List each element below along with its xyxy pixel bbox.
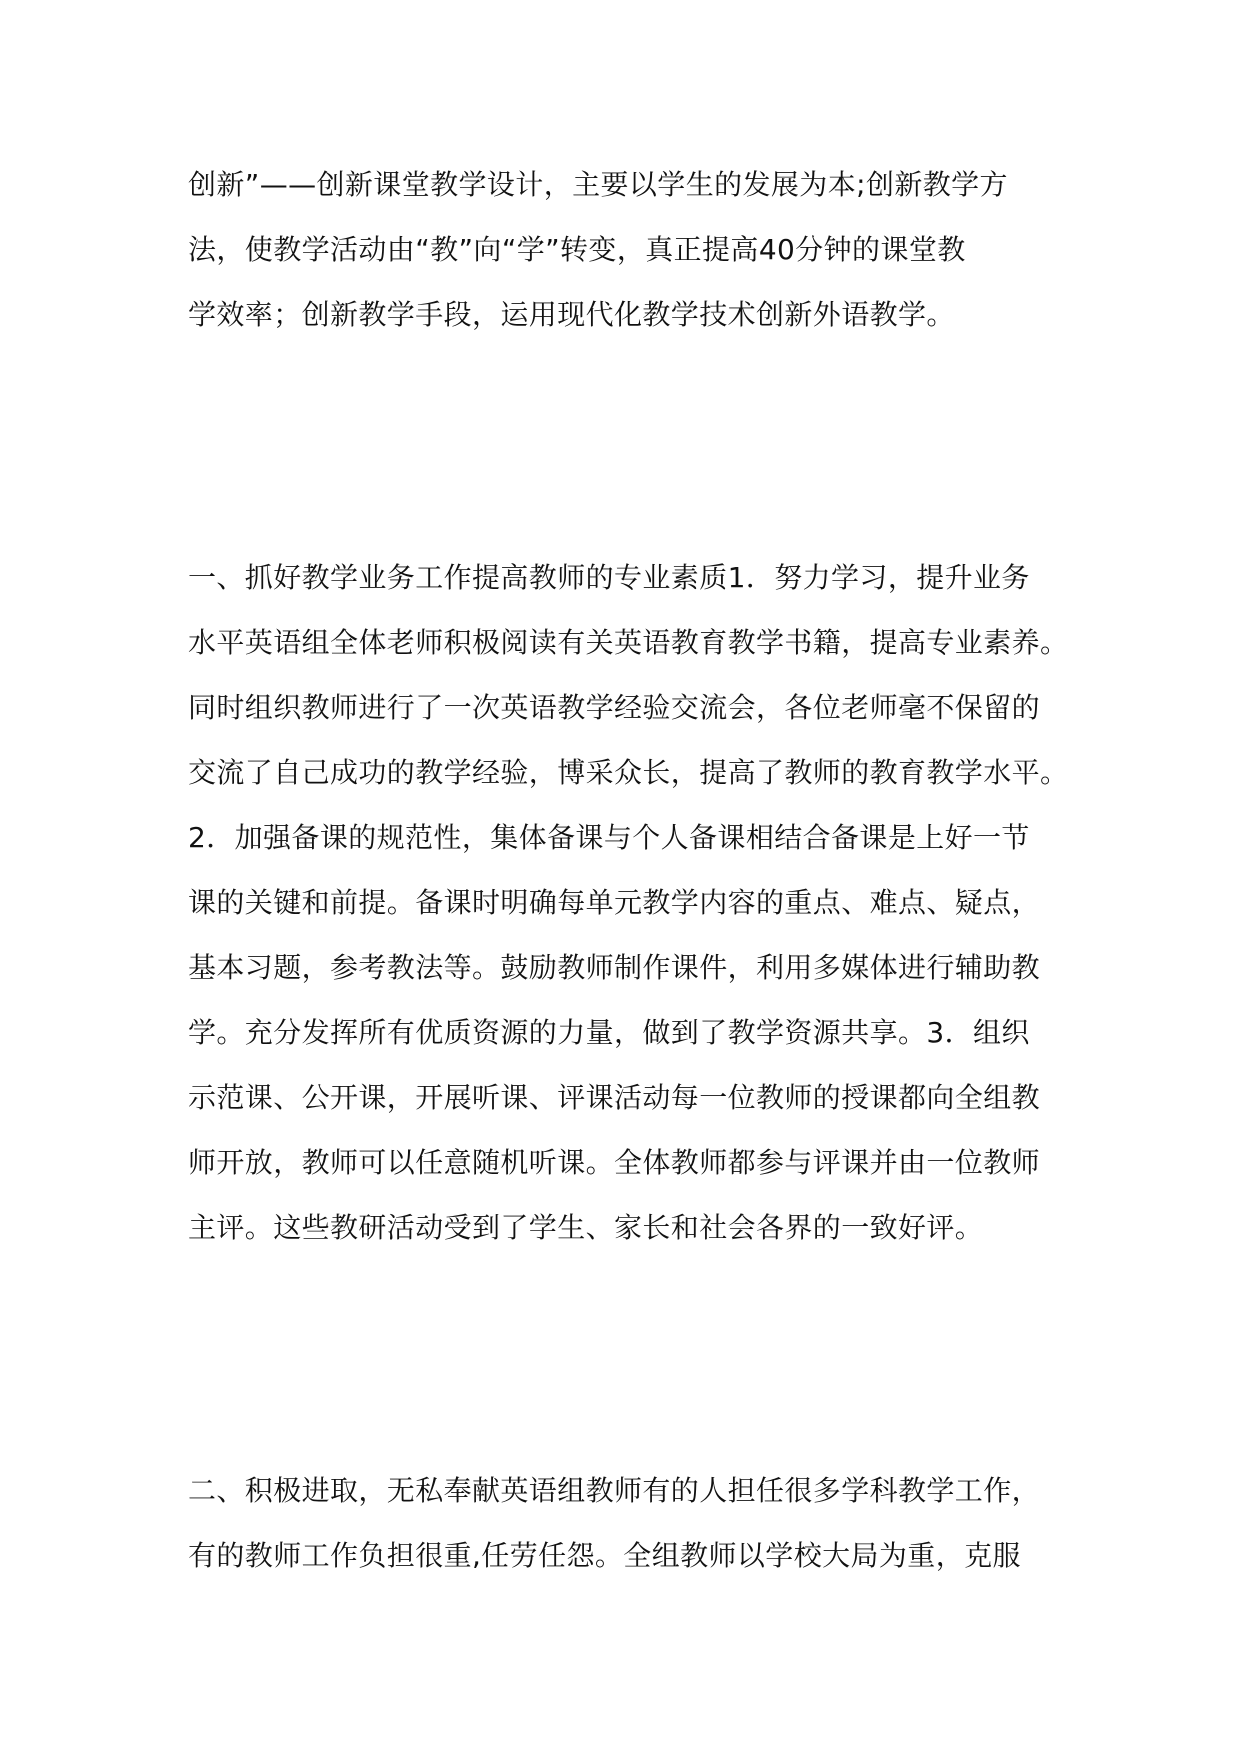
text-line: 主评。这些教研活动受到了学生、家长和社会各界的一致好评。 — [188, 1211, 984, 1244]
text-line: 师开放，教师可以任意随机听课。全体教师都参与评课并由一位教师 — [188, 1146, 1041, 1179]
text-line: 二、积极进取，无私奉献英语组教师有的人担任很多学科教学工作， — [188, 1474, 1041, 1507]
text-line: 法，使教学活动由“教”向“学”转变，真正提高40分钟的课堂教 — [188, 233, 966, 266]
text-line: 一、抓好教学业务工作提高教师的专业素质1．努力学习，提升业务 — [188, 561, 1030, 594]
text-line: 示范课、公开课，开展听课、评课活动每一位教师的授课都向全组教 — [188, 1081, 1041, 1114]
text-line: 水平英语组全体老师积极阅读有关英语教育教学书籍，提高专业素养。 — [188, 626, 1069, 659]
text-line: 课的关键和前提。备课时明确每单元教学内容的重点、难点、疑点， — [188, 886, 1041, 919]
text-line: 学效率；创新教学手段，运用现代化教学技术创新外语教学。 — [188, 298, 955, 331]
text-line: 2．加强备课的规范性，集体备课与个人备课相结合备课是上好一节 — [188, 821, 1030, 854]
paragraph-section-two — [188, 1458, 1088, 1588]
text-line: 同时组织教师进行了一次英语教学经验交流会，各位老师毫不保留的 — [188, 691, 1041, 724]
paragraph-innovation — [188, 152, 1088, 347]
paragraph-section-one — [188, 545, 1088, 1260]
text-line: 基本习题，参考教法等。鼓励教师制作课件，利用多媒体进行辅助教 — [188, 951, 1041, 984]
text-line: 有的教师工作负担很重,任劳任怨。全组教师以学校大局为重，克服 — [188, 1539, 1021, 1572]
text-line: 学。充分发挥所有优质资源的力量，做到了教学资源共享。3．组织 — [188, 1016, 1030, 1049]
text-line: 创新”——创新课堂教学设计，主要以学生的发展为本;创新教学方 — [188, 168, 1008, 201]
text-line: 交流了自己成功的教学经验，博采众长，提高了教师的教育教学水平。 — [188, 756, 1069, 789]
